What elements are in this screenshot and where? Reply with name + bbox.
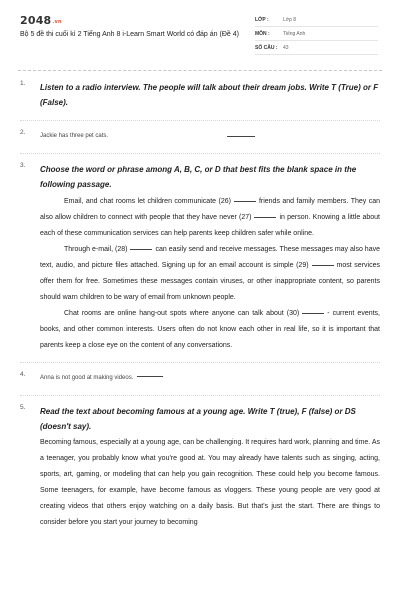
meta-subject-value: Tiếng Anh (283, 31, 306, 37)
meta-subject (255, 28, 378, 41)
site-logo[interactable] (20, 14, 62, 27)
blank-30[interactable] (302, 313, 324, 314)
passage-paragraph-3 (40, 306, 380, 354)
question-number: 4. (20, 371, 26, 378)
question-divider (20, 153, 380, 154)
document-title: Bộ 5 đề thi cuối kì 2 Tiếng Anh 8 i-Learn Smart World có đáp án (Đề 4) (20, 31, 239, 38)
blank-27[interactable] (254, 217, 276, 218)
passage-text: friends and family members. They can also allow children to connect with people that they have never (27) (40, 198, 380, 221)
blank-29[interactable] (312, 265, 334, 266)
meta-count-label: SỐ CÂU : (255, 45, 278, 51)
question-divider (20, 362, 380, 363)
header (0, 0, 400, 70)
header-divider (18, 70, 382, 71)
question-5 (20, 404, 380, 531)
meta-question-count (255, 42, 378, 55)
meta-count-value: 43 (283, 45, 289, 51)
question-text-row (40, 129, 380, 143)
question-divider (20, 395, 380, 396)
question-4 (20, 371, 380, 385)
passage-text: Through e-mail, (28) (64, 246, 128, 253)
question-text-row (40, 371, 380, 385)
question-number: 3. (20, 162, 26, 169)
blank-28[interactable] (130, 249, 152, 250)
passage-paragraph-2 (40, 242, 380, 306)
passage-paragraph-1 (40, 194, 380, 242)
question-text: Read the text about becoming famous at a young age. Write T (true), F (false) or DS (doesn't say). (40, 407, 356, 431)
meta-subject-label: MÔN : (255, 31, 270, 37)
question-number: 1. (20, 80, 26, 87)
question-text: Choose the word or phrase among A, B, C, or D that best fits the blank space in the following passage. (40, 165, 357, 189)
meta-class-value: Lớp 8 (283, 17, 297, 23)
question-1 (20, 80, 380, 110)
passage-text: in person. Knowing a little about each of these communication services can help parents keep children safer while online. (40, 214, 380, 237)
answer-blank[interactable] (137, 376, 163, 377)
question-text: Jackie has three pet cats. (40, 133, 109, 139)
passage-text: - current events, books, and other common interests. Users often do not know each other in real life, so it is important that parents keep a close eye on the content of any conversations. (40, 310, 381, 349)
passage-text: most services offer them for free. Sometimes these messages contain viruses, or other inappropriate content, so parents should warn children to be wary of email from unknown people. (40, 262, 380, 301)
question-number: 5. (20, 404, 26, 411)
passage-text: Email, and chat rooms let children communicate (26) (64, 198, 231, 205)
question-3 (20, 162, 380, 354)
logo-sub: .vn (52, 19, 62, 25)
meta-class (255, 14, 378, 27)
blank-26[interactable] (234, 201, 256, 202)
passage-text: Chat rooms are online hang-out spots where anyone can talk about (30) (64, 310, 300, 317)
answer-blank[interactable] (227, 136, 255, 137)
question-number: 2. (20, 129, 26, 136)
question-text: Listen to a radio interview. The people will talk about their dream jobs. Write T (True) or F (False). (40, 83, 379, 107)
question-list (20, 76, 380, 531)
passage-text: can easily send and receive messages. These messages may also have text, audio, and picture files attached. Signing up for an email account is simple (29) (40, 246, 380, 269)
logo-main: 2048 (20, 14, 52, 27)
question-divider (20, 120, 380, 121)
reading-passage: Becoming famous, especially at a young age, can be challenging. It requires hard work, planning and time. As a teenager, you probably know what you're good at. You may already have talents such as singing, acting, sports, art, gaming, or modeling that can help you gain recognition. These could help you become famous. Some teenagers, for example, have become famous as vloggers. These young people are very good at creating videos that others enjoy watching on a daily basis. But that's just the start. There are things to consider before you start your journey to becoming (40, 439, 380, 526)
meta-class-label: LỚP : (255, 17, 269, 23)
question-2 (20, 129, 380, 143)
question-text: Anna is not good at making videos. (40, 375, 134, 381)
